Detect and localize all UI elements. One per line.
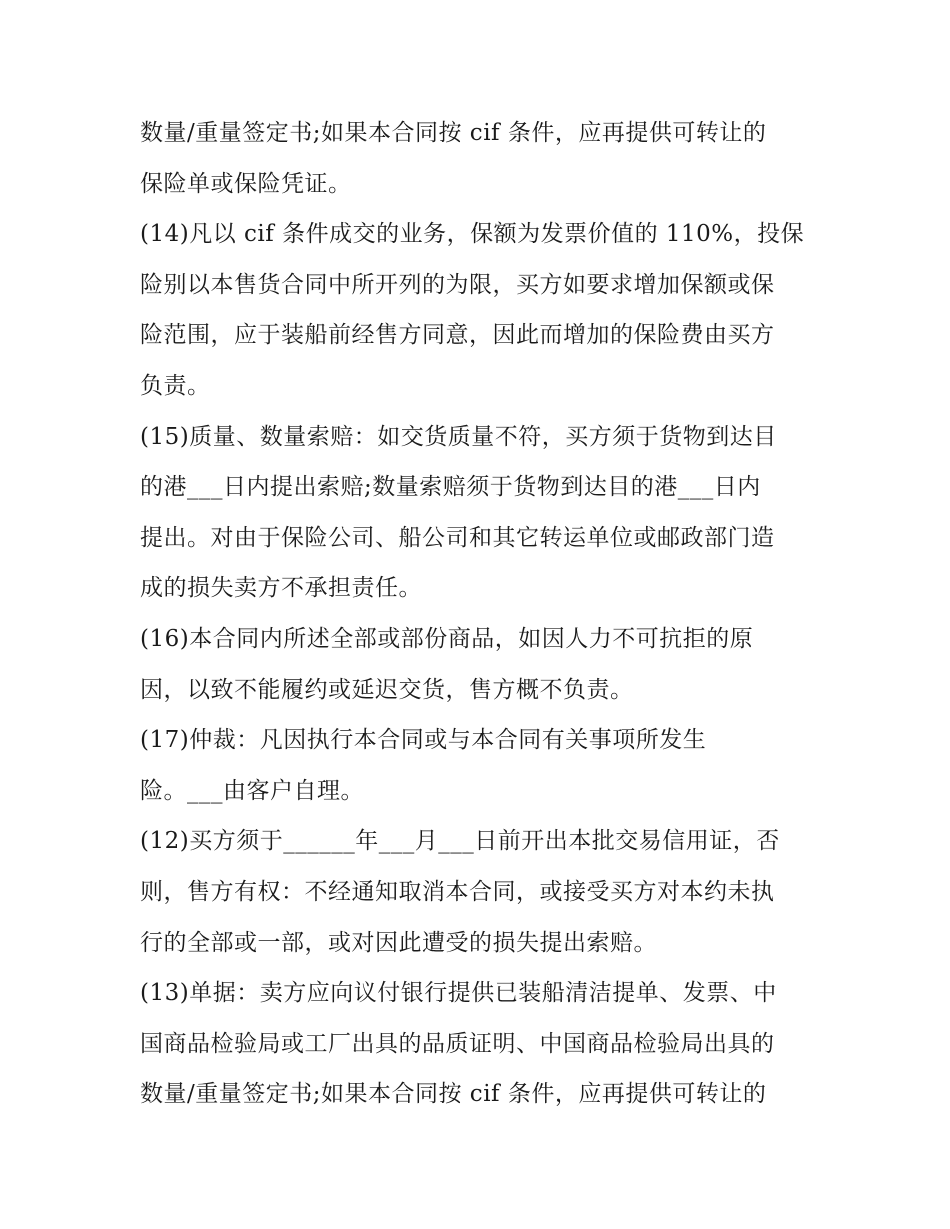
text-line: 险范围，应于装船前经售方同意，因此而增加的保险费由买方	[140, 322, 775, 349]
text-line: 的港___日内提出索赔;数量索赔须于货物到达目的港___日内	[140, 474, 761, 501]
text-line: 因，以致不能履约或延迟交货，售方概不负责。	[140, 676, 634, 703]
text-line: 成的损失卖方不承担责任。	[140, 575, 422, 602]
text-line: 行的全部或一部，或对因此遭受的损失提出索赔。	[140, 929, 657, 956]
contract-text-block	[140, 108, 830, 1120]
text-line: 国商品检验局或工厂出具的品质证明、中国商品检验局出具的	[140, 1030, 775, 1057]
text-line: 则，售方有权：不经通知取消本合同，或接受买方对本约未执	[140, 878, 775, 905]
text-line: 险。___由客户自理。	[140, 777, 364, 804]
text-line: (16)本合同内所述全部或部份商品，如因人力不可抗拒的原	[140, 625, 754, 652]
text-line: 保险单或保险凭证。	[140, 170, 352, 197]
text-line: (14)凡以 cif 条件成交的业务，保额为发票价值的 110%，投保	[140, 221, 805, 248]
text-line: 提出。对由于保险公司、船公司和其它转运单位或邮政部门造	[140, 524, 775, 551]
text-line: 数量/重量签定书;如果本合同按 cif 条件，应再提供可转让的	[140, 120, 767, 146]
text-line: 负责。	[140, 372, 211, 399]
text-line: 数量/重量签定书;如果本合同按 cif 条件，应再提供可转让的	[140, 1081, 767, 1108]
text-line: (17)仲裁：凡因执行本合同或与本合同有关事项所发生	[140, 727, 707, 754]
text-line: (12)买方须于______年___月___日前开出本批交易信用证，否	[140, 828, 780, 855]
text-line: 险别以本售货合同中所开列的为限，买方如要求增加保额或保	[140, 271, 775, 298]
text-line: (15)质量、数量索赔：如交货质量不符，买方须于货物到达目	[140, 423, 777, 450]
text-line: (13)单据：卖方应向议付银行提供已装船清洁提单、发票、中	[140, 980, 777, 1007]
